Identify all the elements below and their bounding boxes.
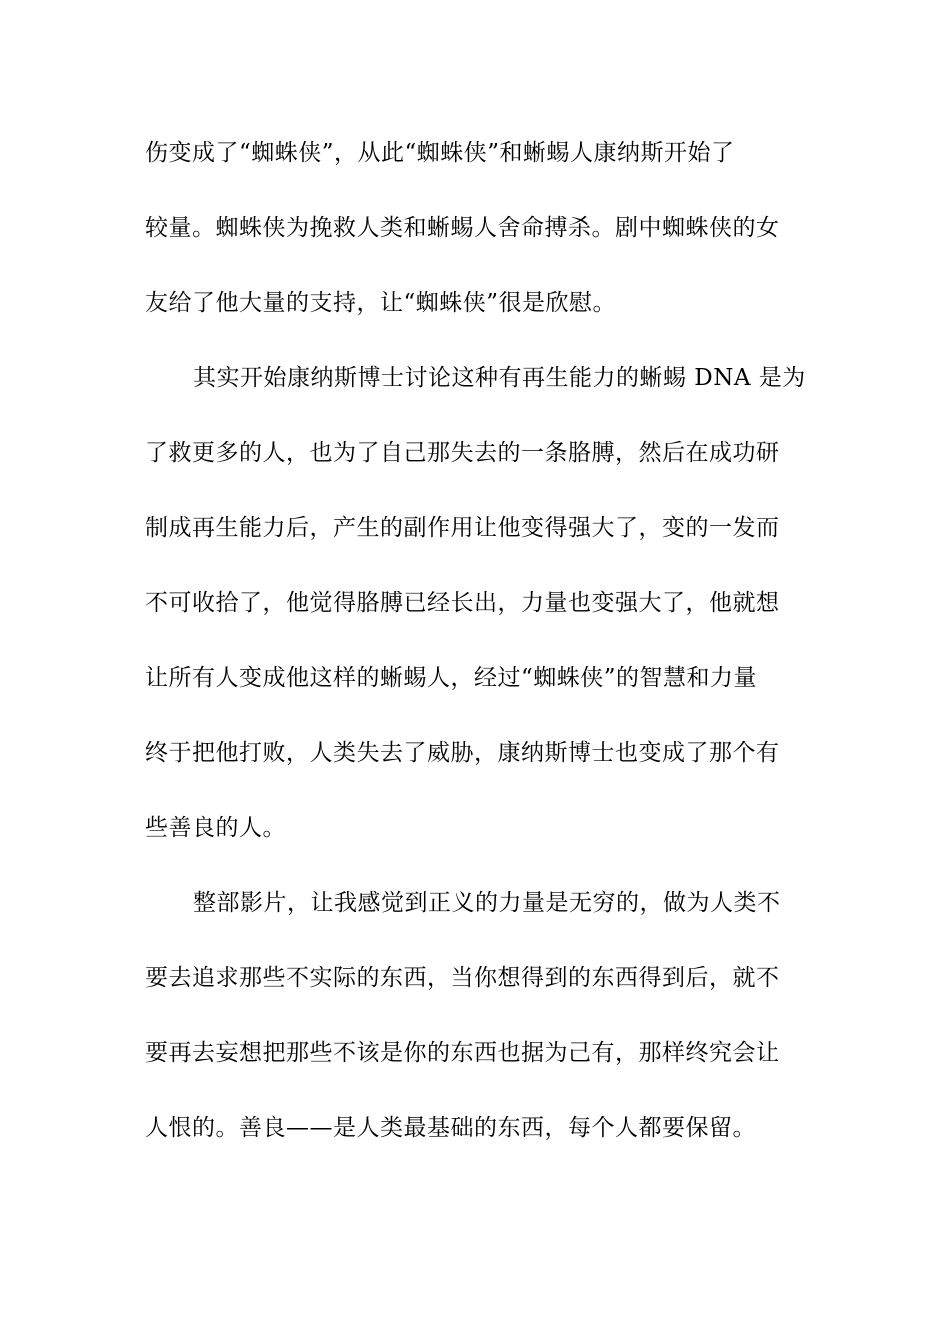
- text-line: 了救更多的人，也为了自己那失去的一条胳膊，然后在成功研: [145, 440, 780, 466]
- text-line: 友给了他大量的支持，让“蜘蛛侠”很是欣慰。: [145, 290, 617, 316]
- text-line: 让所有人变成他这样的蜥蜴人，经过“蜘蛛侠”的智慧和力量: [145, 665, 758, 691]
- text-line: 制成再生能力后，产生的副作用让他变得强大了，变的一发而: [145, 515, 780, 541]
- paragraph-start-line: 其实开始康纳斯博士讨论这种有再生能力的蜥蜴 DNA 是为: [193, 365, 806, 391]
- text-line: 伤变成了“蜘蛛侠”，从此“蜘蛛侠”和蜥蜴人康纳斯开始了: [145, 140, 735, 166]
- text-line: 些善良的人。: [145, 815, 286, 841]
- text-line: 较量。蜘蛛侠为挽救人类和蜥蜴人舍命搏杀。剧中蜘蛛侠的女: [145, 215, 780, 241]
- text-line: 要去追求那些不实际的东西，当你想得到的东西得到后，就不: [145, 965, 780, 991]
- text-line: 不可收拾了，他觉得胳膊已经长出，力量也变强大了，他就想: [145, 590, 780, 616]
- text-line: 人恨的。善良——是人类最基础的东西，每个人都要保留。: [145, 1115, 756, 1141]
- text-line: 终于把他打败，人类失去了威胁，康纳斯博士也变成了那个有: [145, 740, 780, 766]
- paragraph-start-line: 整部影片，让我感觉到正义的力量是无穷的，做为人类不: [193, 890, 781, 916]
- body-text: [145, 125, 810, 1175]
- text-line: 要再去妄想把那些不该是你的东西也据为己有，那样终究会让: [145, 1040, 780, 1066]
